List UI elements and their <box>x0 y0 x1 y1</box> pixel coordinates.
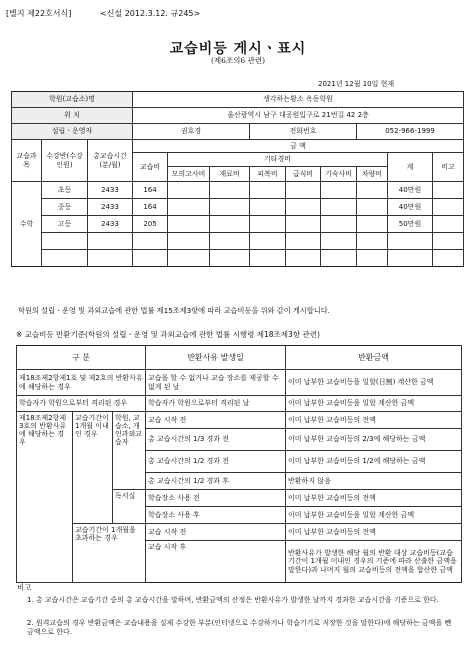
refund-reason-cell: 교습 시작 전 <box>146 524 286 541</box>
refund-reason-cell: 학습장소 사용 전 <box>146 490 286 507</box>
location-value: 울산광역시 남구 대공원입구로 21번길 42 2층 <box>133 108 464 124</box>
refund-reason-cell: 총 교습시간의 1/3 경과 전 <box>146 429 286 451</box>
col-meal: 급식비 <box>286 167 321 182</box>
refund-row2-division: 학습자가 학원으로부터 격리된 경우 <box>17 396 146 412</box>
col-subject: 교습과목 <box>12 140 42 182</box>
refund-row3-division: 제18조제2항제3호의 반환사유에 해당하는 경우 <box>17 412 73 583</box>
revision-note: <신설 2012.3.12. 규245> <box>100 9 201 18</box>
refund-amount-cell: 이미 납부한 교습비등의 2/3에 해당하는 금액 <box>286 429 462 451</box>
table-row <box>12 182 464 199</box>
location-label: 위 치 <box>12 108 133 124</box>
form-number: [별지 제22호서식] <box>6 9 72 18</box>
academy-label: 학원(교습소)명 <box>12 92 133 108</box>
refund-row1-amount: 이미 납부한 교습비등을 일할(日割) 계산한 금액 <box>286 370 462 396</box>
refund-reason-cell: 교습 시작 전 <box>146 412 286 429</box>
col-uniform: 피복비 <box>250 167 286 182</box>
refund-amount-cell: 이미 납부한 교습비등의 전액 <box>286 524 462 541</box>
course-cell: 초등 <box>42 182 88 199</box>
table-row <box>12 250 464 267</box>
total-cell: 50만원 <box>388 216 433 233</box>
hours-cell: 2433 <box>88 199 133 216</box>
table-row <box>12 199 464 216</box>
col-mock: 모의고사비 <box>168 167 210 182</box>
notes-label: 비고 <box>17 583 32 592</box>
note-2: 2. 원격교습의 경우 반환금액은 교습내용을 실제 수강한 부분(인터넷으로 수강하거나 학습기기로 저장한 것을 말한다)에 해당하는 금액을 뺀 금액으로 한다. <box>27 619 452 637</box>
refund-title: ※ 교습비등 반환기준(학원의 설립ㆍ운영 및 과외교습에 관한 법률 시행령 제18조제3항 관련) <box>16 330 320 339</box>
refund-reason-cell: 총 교습시간의 1/2 경과 후 <box>146 473 286 490</box>
refund-table <box>16 345 462 583</box>
col-car: 차량비 <box>357 167 388 182</box>
refund-row2-amount: 이미 납부한 교습비등을 일할 계산한 금액 <box>286 396 462 412</box>
refund-col-amount: 반환금액 <box>286 346 462 370</box>
refund-amount-cell: 이미 납부한 교습비등을 일할 계산한 금액 <box>286 507 462 524</box>
refund-reason-cell: 총 교습시간의 1/2 경과 전 <box>146 451 286 473</box>
hours-cell: 2433 <box>88 182 133 199</box>
refund-reason-cell: 교습 시작 후 <box>146 541 286 583</box>
col-total: 계 <box>388 153 433 182</box>
phone-value: 052-966-1999 <box>357 124 464 140</box>
tuition-cell: 205 <box>133 216 168 233</box>
table-row <box>12 216 464 233</box>
total-cell: 40만원 <box>388 199 433 216</box>
page-title: 교습비등 게시ㆍ표시 <box>169 41 307 57</box>
course-cell: 중등 <box>42 199 88 216</box>
operator-label: 설립ㆍ운영자 <box>12 124 133 140</box>
refund-amount-cell: 이미 납부한 교습비등의 1/2에 해당하는 금액 <box>286 451 462 473</box>
refund-col-division: 구 분 <box>17 346 146 370</box>
col-material: 재료비 <box>210 167 250 182</box>
course-cell: 고등 <box>42 216 88 233</box>
tuition-cell: 164 <box>133 182 168 199</box>
refund-over-month: 교습기간이 1개월을 초과하는 경우 <box>73 524 146 583</box>
phone-label: 전화번호 <box>250 124 357 140</box>
refund-amount-cell: 반환하지 않음 <box>286 473 462 490</box>
refund-amount-cell: 이미 납부한 교습비등의 전액 <box>286 412 462 429</box>
refund-within-month: 교습기간이 1개월 이내인 경우 <box>73 412 113 524</box>
note-1: 1. 총 교습시간은 교습기간 중의 총 교습시간을 말하며, 반환금액의 산정은 반환사유가 발생한 날까지 경과한 교습시간을 기준으로 한다. <box>27 596 439 604</box>
refund-cat-dorm: 독서실 <box>113 490 146 524</box>
refund-col-reason: 반환사유 발생일 <box>146 346 286 370</box>
refund-amount-cell: 이미 납부한 교습비등의 전액 <box>286 490 462 507</box>
col-hours: 총교습시간(분/월) <box>88 140 133 182</box>
refund-cat-tuition: 학원, 교습소, 개인과외교습자 <box>113 412 146 490</box>
refund-row1-division: 제18조제2항제1호 및 제2호의 반환사유에 해당하는 경우 <box>17 370 146 396</box>
posting-footnote: 학원의 설립ㆍ운영 및 과외교습에 관한 법률 제15조제3항에 따라 교습비등을 위와 같이 게시합니다. <box>18 306 330 315</box>
hours-cell: 2433 <box>88 216 133 233</box>
col-other: 기타경비 <box>168 153 388 167</box>
page-subtitle: (제6조의6 관련) <box>210 56 265 65</box>
subject-cell: 수학 <box>12 182 42 267</box>
operator-value: 권호경 <box>133 124 250 140</box>
col-amount: 금 액 <box>133 140 464 153</box>
refund-amount-cell: 반환사유가 발생한 해당 월의 반환 대상 교습비등(교습기간이 1개월 이내인 경우의 기준에 따라 산출한 금액을 말한다)과 나머지 월의 교습비등의 전액을 합산한 금액 <box>286 541 462 583</box>
col-tuition: 교습비 <box>133 153 168 182</box>
col-note: 비고 <box>433 153 464 182</box>
academy-value: 생각하는황소 옥동학원 <box>133 92 464 108</box>
total-cell: 40만원 <box>388 182 433 199</box>
col-course: 수강반(수강인원) <box>42 140 88 182</box>
table-row <box>12 233 464 250</box>
date-line: 2021년 12월 10일 현재 <box>318 80 395 88</box>
col-dorm: 기숙사비 <box>321 167 357 182</box>
refund-reason-cell: 학습장소 사용 후 <box>146 507 286 524</box>
tuition-cell: 164 <box>133 199 168 216</box>
fee-table <box>11 91 464 267</box>
refund-row1-reason: 교습을 할 수 없거나 교습 장소를 제공할 수 없게 된 날 <box>146 370 286 396</box>
refund-row2-reason: 학습자가 학원으로부터 격리된 날 <box>146 396 286 412</box>
